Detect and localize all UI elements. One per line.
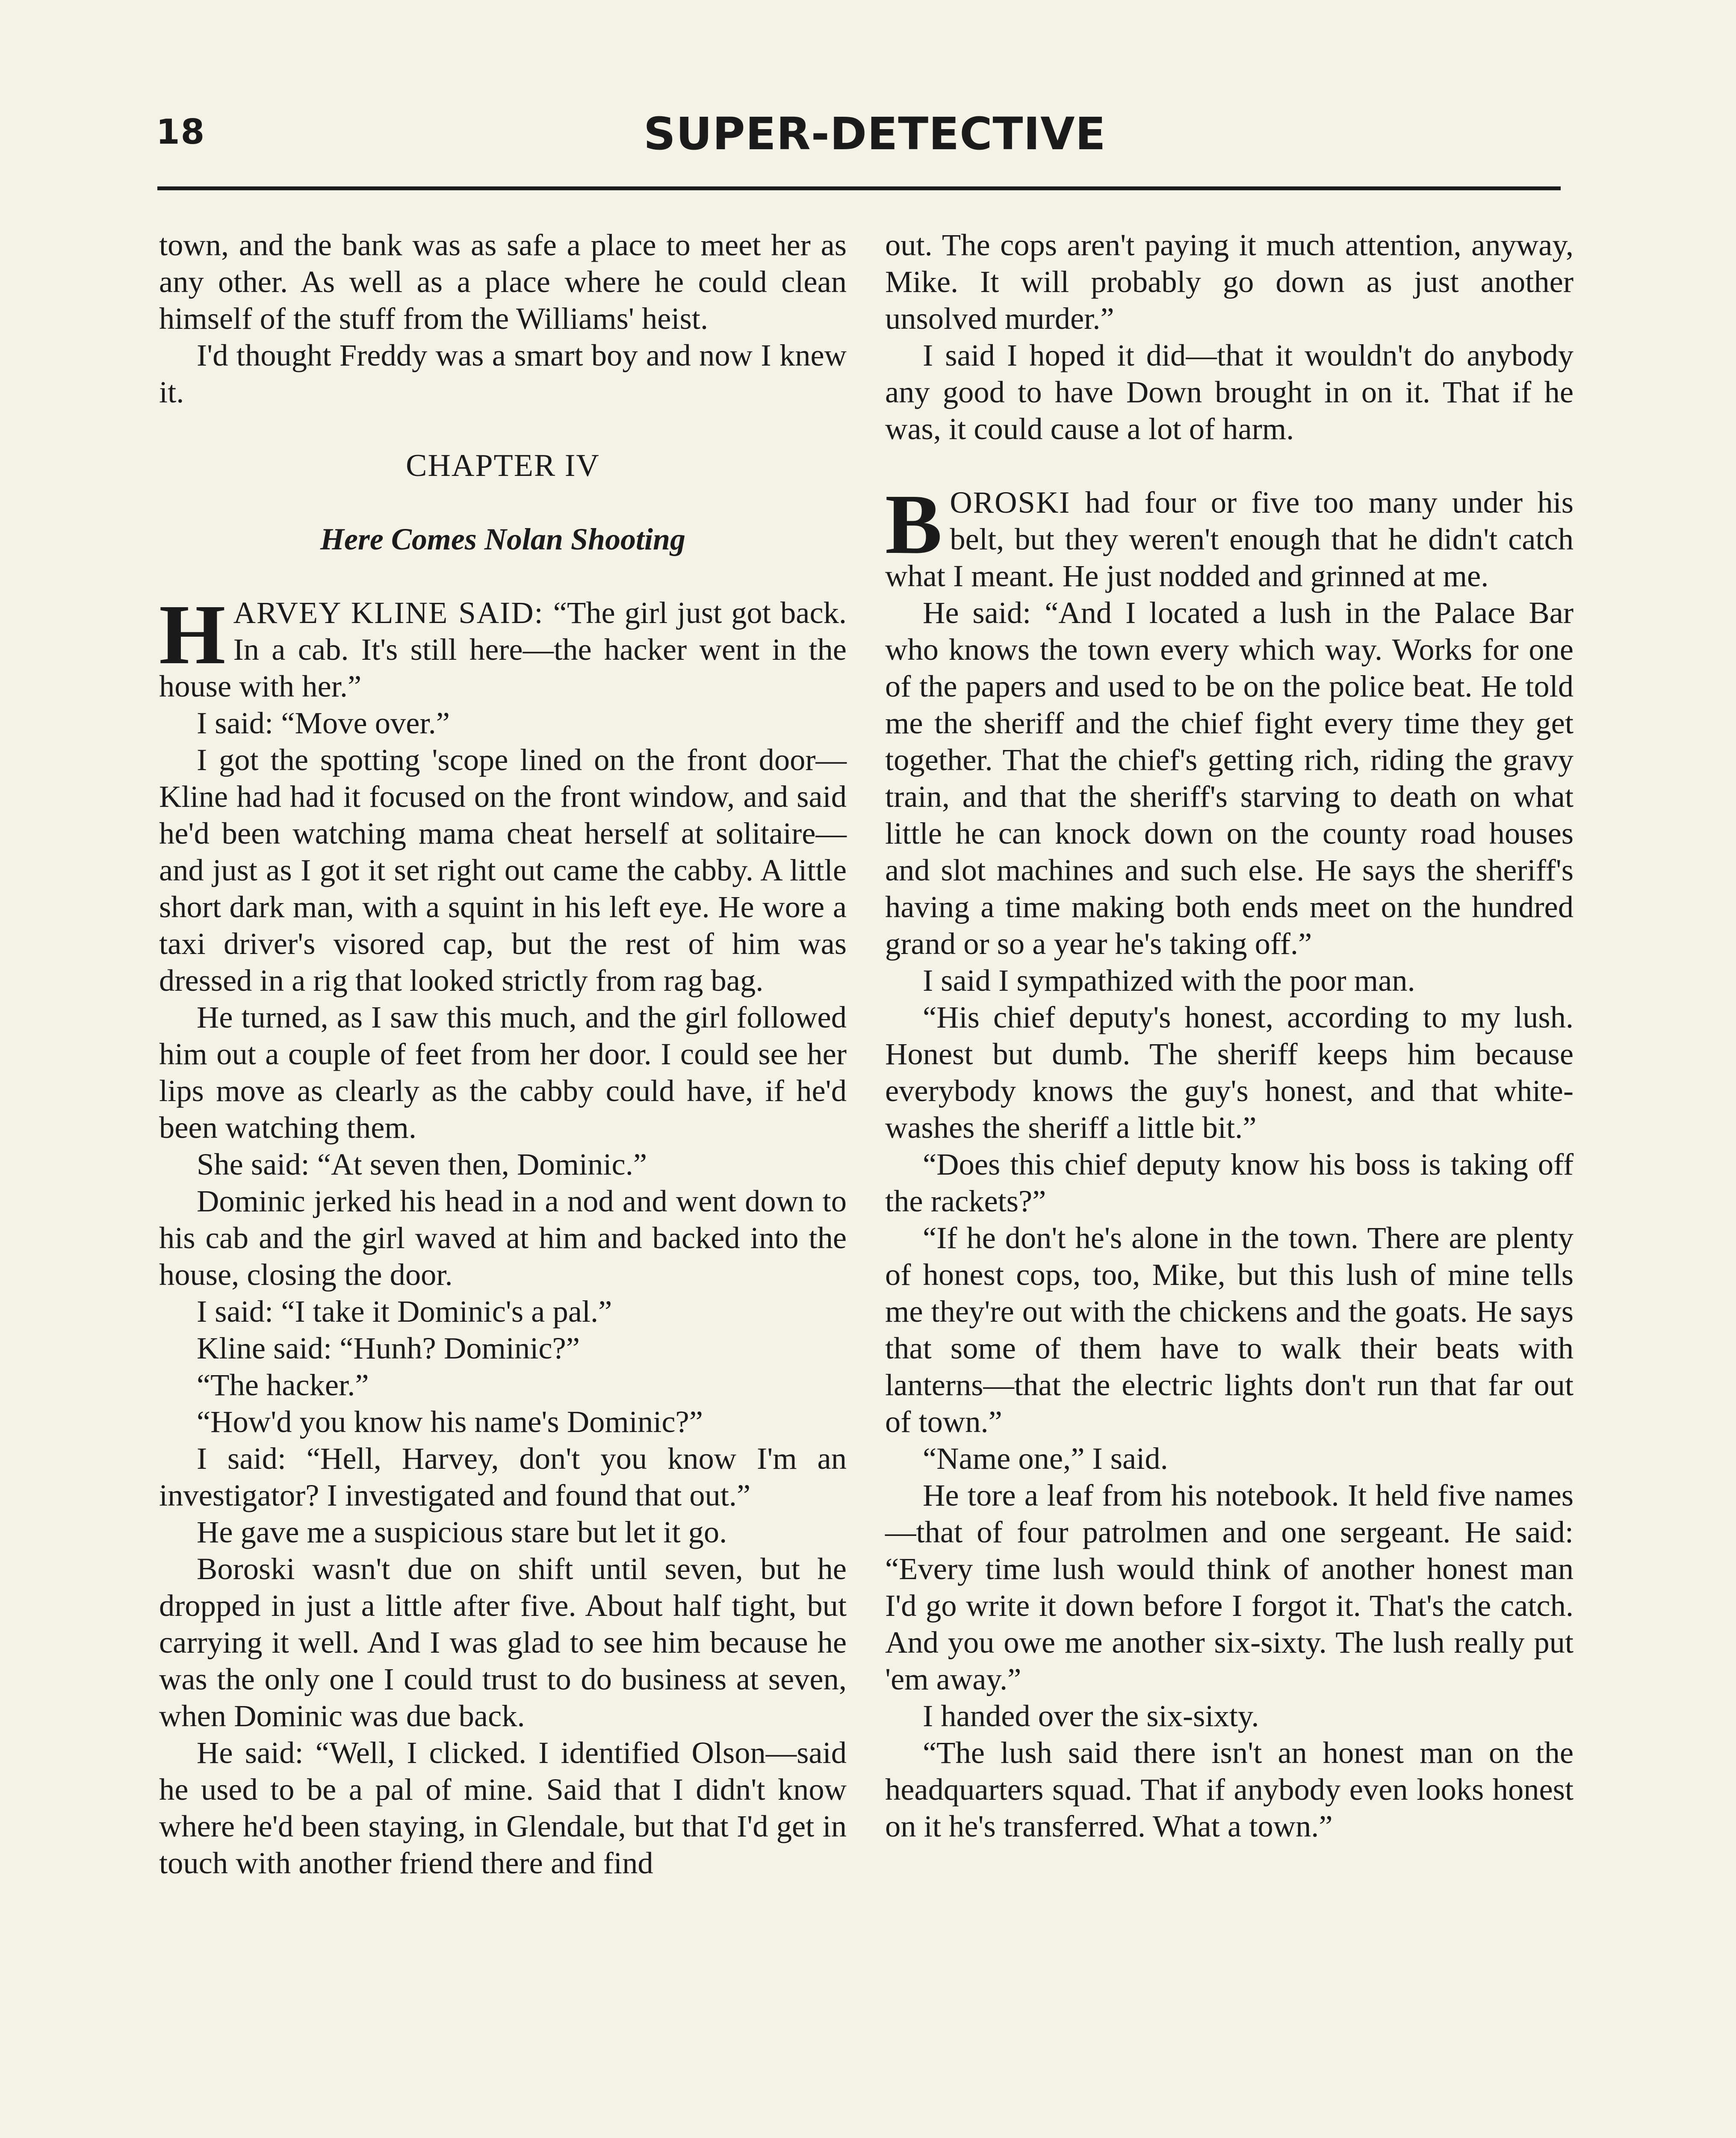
paragraph: I handed over the six-sixty. [923, 1698, 1259, 1733]
paragraph: I said I sympathized with the poor man. [923, 963, 1415, 998]
paragraph: He gave me a suspicious stare but let it go. [197, 1515, 727, 1549]
paragraph: “Does this chief deputy know his boss is taking off the rackets?” [885, 1147, 1574, 1218]
header-rule [157, 186, 1561, 190]
chapter-heading: CHAPTER IV [406, 448, 600, 483]
opening-small-caps: ARVEY KLINE SAID: [233, 595, 544, 630]
paragraph: I said: “Move over.” [197, 706, 450, 740]
paragraph: He said: “And I located a lush in the Palace Bar who knows the town every which way. Works for one of the papers and used to be on the police beat. He told me the sheriff and the chief fight every time they get together. That the chief's getting rich, riding the gravy train, and that the sheriff's starving to death on what little he can knock down on the county road houses and slot machines and such else. He says the sheriff's having a time making both ends meet on the hundred grand or so a year he's taking off.” [885, 595, 1574, 961]
right-paragraphs [885, 594, 1574, 1845]
paragraph: I got the spotting 'scope lined on the front door—Kline had had it focused on the front window, and said he'd been watching mama cheat herself at solitaire—and just as I got it set right out came the cabby. A little short dark man, with a squint in his left eye. He wore a taxi driver's visored cap, but the rest of him was dressed in a rig that looked strictly from rag bag. [159, 742, 847, 998]
paragraph: I said I hoped it did—that it wouldn't do anybody any good to have Down brought in on it. That if he was, it could cause a lot of harm. [885, 338, 1574, 446]
magazine-title: SUPER-DETECTIVE [644, 108, 1106, 160]
paragraph: He turned, as I saw this much, and the girl followed him out a couple of feet from her door. I could see her lips move as clearly as the cabby could have, if he'd been watching them. [159, 1000, 847, 1145]
paragraph: I'd thought Freddy was a smart boy and now I knew it. [159, 338, 847, 409]
left-paragraphs [159, 705, 847, 1881]
paragraph: “Name one,” I said. [923, 1441, 1168, 1476]
paragraph: “How'd you know his name's Dominic?” [197, 1404, 703, 1439]
paragraph: Boroski wasn't due on shift until seven, but he dropped in just a little after five. About half tight, but carrying it well. And I was glad to see him because he was the only one I could trust to do business at seven, when Dominic was due back. [159, 1551, 847, 1733]
section-break [885, 447, 1574, 484]
paragraph: “The lush said there isn't an honest man on the headquarters squad. That if anybody even looks honest on it he's transferred. What a town.” [885, 1735, 1574, 1843]
paragraph: out. The cops aren't paying it much attention, anyway, Mike. It will probably go down as just another unsolved murder.” [885, 227, 1574, 336]
drop-cap: H [159, 588, 226, 682]
paragraph: I said: “I take it Dominic's a pal.” [197, 1294, 612, 1329]
paragraph: He tore a leaf from his notebook. It held five names—that of four patrolmen and one sergeant. He said: “Every time lush would think of another honest man I'd go write it down before I forgot it. That's the catch. And you owe me another six-sixty. The lush really put 'em away.” [885, 1478, 1574, 1696]
paragraph: She said: “At seven then, Dominic.” [197, 1147, 647, 1181]
chapter-subtitle: Here Comes Nolan Shooting [320, 522, 686, 556]
section-opening-paragraph [885, 477, 1574, 594]
paragraph: Dominic jerked his head in a nod and went down to his cab and the girl waved at him and backed into the house, closing the door. [159, 1184, 847, 1292]
right-column [885, 227, 1574, 1845]
paragraph: “The hacker.” [197, 1367, 369, 1402]
opening-text: “The girl just got back. In a cab. It's still here—the hacker went in the house with her.” [159, 595, 847, 703]
paragraph: I said: “Hell, Harvey, don't you know I'm an investigator? I investigated and found that out.” [159, 1441, 847, 1512]
page-number: 18 [156, 112, 206, 152]
paragraph: He said: “Well, I clicked. I identified Olson—said he used to be a pal of mine. Said that I didn't know where he'd been staying, in Glendale, but that I'd get in touch with another friend there and find [159, 1735, 847, 1880]
opening-text: had four or five too many under his belt, but they weren't enough that he didn't catch what I meant. He just nodded and grinned at me. [885, 485, 1574, 593]
left-column [159, 227, 847, 1881]
paragraph: “If he don't he's alone in the town. There are plenty of honest cops, too, Mike, but this lush of mine tells me they're out with the chickens and the goats. He says that some of them have to walk their beats with lanterns—that the electric lights don't run that far out of town.” [885, 1220, 1574, 1439]
chapter-opening-paragraph [159, 588, 847, 705]
drop-cap: B [885, 477, 942, 572]
opening-small-caps: OROSKI [950, 485, 1071, 520]
paragraph: Kline said: “Hunh? Dominic?” [197, 1331, 580, 1365]
paragraph: town, and the bank was as safe a place to meet her as any other. As well as a place where he could clean himself of the stuff from the Williams' heist. [159, 227, 847, 336]
paragraph: “His chief deputy's honest, according to my lush. Honest but dumb. The sheriff keeps him because everybody knows the guy's honest, and that white-washes the sheriff a little bit.” [885, 1000, 1574, 1145]
